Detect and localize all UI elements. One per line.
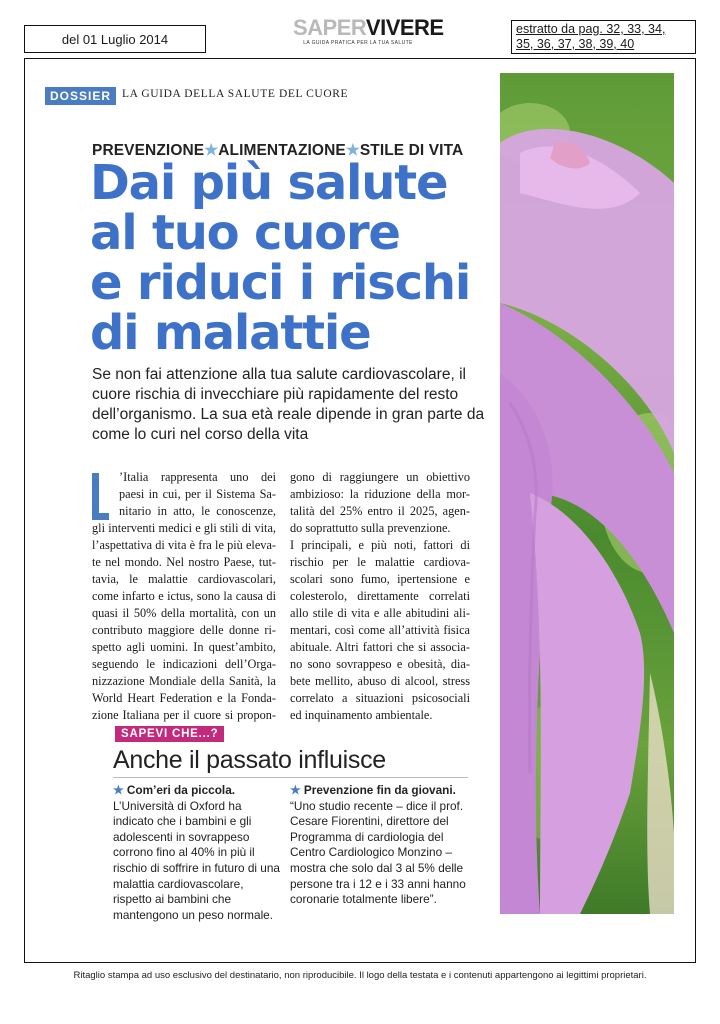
body-line: l’aspettativa di vita è fra le più eleva-: [92, 538, 276, 552]
body-line: contributo maggiore delle donne ri-: [92, 623, 276, 637]
sapevi-item-1-lead: Com’eri da piccola.: [126, 783, 236, 797]
pages-line-2: 35, 36, 37, 38, 39, 40: [516, 36, 635, 51]
body-line: abituale. Altri fattori che si associa-: [290, 640, 470, 654]
body-line: zione Italiana per il cuore si propon-: [92, 708, 276, 722]
kicker-star-icon: ★: [204, 142, 219, 159]
body-line: correlato a situazioni psicosociali: [290, 691, 470, 705]
body-line: World Heart Federation e la Fonda-: [92, 691, 276, 705]
masthead-pale-part: SAPER: [293, 15, 366, 40]
body-line: bete mellito, abuso di alcool, stress: [290, 674, 470, 688]
body-line: colesterolo, direttamente correlati: [290, 589, 470, 603]
date-box: [24, 25, 206, 53]
body-line: no sono sovrappeso e obesità, dia-: [290, 657, 470, 671]
body-line: gli interventi medici e gli stili di vita,: [92, 521, 276, 535]
body-line: te nel mondo. Nel nostro Paese, tut-: [92, 555, 276, 569]
body-line: ed inquinamento ambientale.: [290, 708, 433, 722]
masthead-subtitle: LA GUIDA PRATICA PER LA TUA SALUTE: [303, 40, 413, 46]
body-line: nizzazione Mondiale della Sanità, la: [92, 674, 276, 688]
sapevi-item-2-lead: Prevenzione fin da giovani.: [303, 783, 456, 797]
body-line: I principali, e più noti, fattori di: [290, 538, 470, 552]
body-line: mentari, così come all’attività fisica: [290, 623, 470, 637]
body-column-2: [290, 469, 470, 724]
body-line: quasi il 50% della mortalità, con un: [92, 606, 276, 620]
body-line: ambizioso: la riduzione della mor-: [290, 487, 470, 501]
masthead-bold-part: VIVERE: [365, 15, 444, 40]
sapevi-divider: [113, 777, 468, 778]
body-line: spetto agli uomini. In quest’ambito,: [92, 640, 276, 654]
sapevi-item-2: [290, 783, 470, 908]
body-line: come infarto e ictus, sono la causa di: [92, 589, 276, 603]
sapevi-item-2-text: “Uno studio recente – dice il prof. Cesare Fiorentini, direttore del Programma di cardiologia del Centro Cardiologico Monzino – mostra che solo dal 3 al 5% delle persone tra i 12 e i 33 anni hanno coronarie totalmente libere”.: [290, 798, 466, 907]
headline-line-1: Dai più salute: [90, 155, 448, 211]
body-line: seguendo le indicazioni dell’Orga-: [92, 657, 276, 671]
star-icon: ★: [113, 783, 124, 797]
star-icon: ★: [290, 783, 301, 797]
dossier-tag: DOSSIER: [45, 87, 116, 105]
ribbon-photo: [500, 73, 674, 914]
kicker-star-icon: ★: [345, 142, 360, 159]
article-lead: Se non fai attenzione alla tua salute cardiovascolare, il cuore rischia di invecchiare più rapidamente del resto dell’organismo. La sua età reale dipende in gran parte da come lo curi nel corso della vita: [92, 366, 485, 443]
body-line: rischio per le malattie cardiova-: [290, 555, 470, 569]
headline: [90, 155, 510, 361]
body-line: gono di raggiungere un obiettivo: [290, 470, 470, 484]
body-line: scolari sono fumo, ipertensione e: [290, 572, 470, 586]
masthead-title: [293, 15, 444, 40]
pages-line-1: estratto da pag. 32, 33, 34,: [516, 22, 666, 36]
dossier-label: LA GUIDA DELLA SALUTE DEL CUORE: [122, 88, 349, 100]
headline-line-4: di malattie: [90, 305, 371, 361]
kicker-item-prevenzione: PREVENZIONE: [92, 142, 205, 159]
masthead-logo: [293, 15, 444, 56]
footer-disclaimer: Ritaglio stampa ad uso esclusivo del destinatario, non riproducibile. Il logo della testata e i contenuti appartengono ai legittimi proprietari.: [73, 970, 647, 981]
sapevi-item-1-text: L’Università di Oxford ha indicato che i bambini e gli adolescenti in sovrappeso corrono fino al 40% in più il rischio di soffrire in futuro di una malattia cardiovascolare, rispetto ai bambini che mantengono un peso normale.: [113, 798, 280, 922]
body-line: tavia, le malattie cardiovascolari,: [92, 572, 276, 586]
publication-date: del 01 Luglio 2014: [61, 31, 169, 47]
body-line: do soprattutto sulla prevenzione.: [290, 521, 451, 535]
body-line: allo stile di vita e alle abitudini ali-: [290, 606, 470, 620]
kicker-item-stile-di-vita: STILE DI VITA: [359, 142, 464, 159]
body-line: ’Italia rappresenta uno dei: [119, 470, 276, 484]
body-line: talità del 25% entro il 2025, agen-: [290, 504, 470, 518]
body-line: nitario in atto, le conoscenze,: [119, 504, 276, 518]
sapevi-title: Anche il passato influisce: [113, 746, 386, 774]
headline-line-2: al tuo cuore: [90, 205, 400, 261]
ribbon-illustration: [500, 73, 674, 914]
body-line: paesi in cui, per il Sistema Sa-: [119, 487, 276, 501]
pages-extract-box: [511, 20, 696, 54]
headline-line-3: e riduci i rischi: [90, 255, 471, 311]
kicker-item-alimentazione: ALIMENTAZIONE: [218, 142, 346, 159]
body-column-1: [92, 469, 276, 724]
sapevi-che-tag: SAPEVI CHE...?: [115, 726, 224, 742]
sapevi-item-1: [113, 783, 285, 923]
